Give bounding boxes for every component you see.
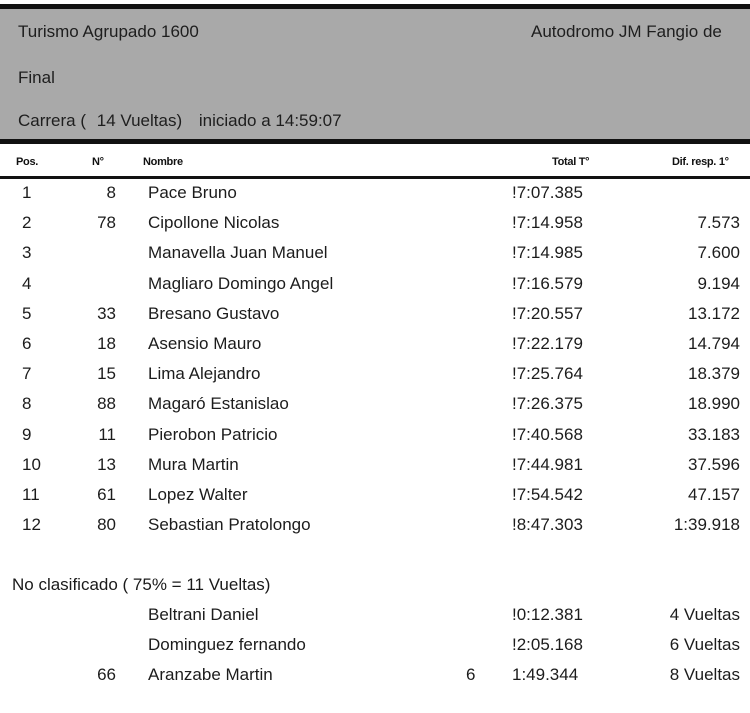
position-cell: 1 — [22, 183, 32, 202]
driver-name-cell: Magaró Estanislao — [148, 394, 289, 413]
not-classified-title: No clasificado ( 75% = 11 Vueltas) — [12, 575, 271, 594]
driver-name-cell: Asensio Mauro — [148, 334, 262, 353]
col-header-total: Total T° — [552, 156, 590, 168]
car-number-cell: 66 — [97, 665, 116, 684]
total-time-cell: !7:20.557 — [512, 304, 583, 323]
total-time-cell: !7:14.958 — [512, 213, 583, 232]
driver-name-cell: Dominguez fernando — [148, 635, 306, 654]
race-laps: 14 Vueltas) — [96, 111, 183, 130]
total-time-cell: !7:44.981 — [512, 455, 583, 474]
gap-cell: 7.600 — [697, 243, 740, 262]
gap-cell: 7.573 — [697, 213, 740, 232]
driver-name-cell: Lopez Walter — [148, 485, 248, 504]
col-header-name: Nombre — [143, 156, 183, 168]
category-title: Turismo Agrupado 1600 — [18, 22, 199, 41]
position-cell: 7 — [22, 364, 32, 383]
laps-behind-cell: 6 Vueltas — [669, 635, 740, 654]
car-number-cell: 78 — [97, 213, 116, 232]
position-cell: 5 — [22, 304, 32, 323]
total-time-cell: !2:05.168 — [512, 635, 583, 654]
laps-behind-cell: 4 Vueltas — [669, 605, 740, 624]
race-info — [18, 111, 342, 131]
session-stage: Final — [18, 68, 55, 87]
col-header-num: N° — [92, 156, 104, 168]
col-header-pos: Pos. — [16, 156, 39, 168]
gap-cell: 47.157 — [688, 485, 740, 504]
driver-name-cell: Cipollone Nicolas — [148, 213, 280, 232]
total-time-cell: 1:49.344 — [512, 665, 579, 684]
car-number-cell: 11 — [98, 425, 116, 444]
driver-name-cell: Pace Bruno — [148, 183, 237, 202]
car-number-cell: 18 — [97, 334, 116, 353]
car-number-cell: 33 — [97, 304, 116, 323]
car-number-cell: 88 — [97, 394, 116, 413]
gap-cell: 14.794 — [688, 334, 740, 353]
position-cell: 10 — [22, 455, 41, 474]
total-time-cell: !7:14.985 — [512, 243, 583, 262]
driver-name-cell: Mura Martin — [148, 455, 239, 474]
total-time-cell: !0:12.381 — [512, 605, 583, 624]
driver-name-cell: Lima Alejandro — [148, 364, 261, 383]
driver-name-cell: Beltrani Daniel — [148, 605, 259, 624]
driver-name-cell: Magliaro Domingo Angel — [148, 274, 334, 293]
gap-cell: 9.194 — [697, 274, 740, 293]
gap-cell: 18.990 — [688, 394, 740, 413]
position-cell: 11 — [22, 485, 40, 504]
race-start-time: iniciado a 14:59:07 — [198, 111, 342, 130]
driver-name-cell: Manavella Juan Manuel — [148, 243, 328, 262]
header-divider — [0, 176, 750, 179]
gap-cell: 13.172 — [688, 304, 740, 323]
car-number-cell: 15 — [97, 364, 116, 383]
car-number-cell: 80 — [97, 515, 116, 534]
car-number-cell: 8 — [106, 183, 116, 202]
gap-cell: 1:39.918 — [673, 515, 740, 534]
driver-name-cell: Pierobon Patricio — [148, 425, 278, 444]
position-cell: 12 — [22, 515, 41, 534]
gap-cell: 33.183 — [688, 425, 740, 444]
position-cell: 8 — [22, 394, 32, 413]
position-cell: 3 — [22, 243, 32, 262]
driver-name-cell: Aranzabe Martin — [148, 665, 273, 684]
laps-cell: 6 — [466, 665, 476, 684]
total-time-cell: !7:07.385 — [512, 183, 583, 202]
position-cell: 2 — [22, 213, 32, 232]
total-time-cell: !8:47.303 — [512, 515, 583, 534]
race-prefix: Carrera ( — [18, 111, 87, 130]
position-cell: 4 — [22, 274, 32, 293]
total-time-cell: !7:16.579 — [512, 274, 583, 293]
report-header — [0, 4, 750, 144]
car-number-cell: 61 — [97, 485, 116, 504]
total-time-cell: !7:26.375 — [512, 394, 583, 413]
position-cell: 6 — [22, 334, 32, 353]
total-time-cell: !7:54.542 — [512, 485, 583, 504]
driver-name-cell: Sebastian Pratolongo — [148, 515, 311, 534]
car-number-cell: 13 — [97, 455, 116, 474]
position-cell: 9 — [22, 425, 32, 444]
driver-name-cell: Bresano Gustavo — [148, 304, 280, 323]
venue-name: Autodromo JM Fangio de — [531, 22, 722, 41]
laps-behind-cell: 8 Vueltas — [669, 665, 740, 684]
total-time-cell: !7:22.179 — [512, 334, 583, 353]
total-time-cell: !7:40.568 — [512, 425, 583, 444]
col-header-diff: Dif. resp. 1° — [672, 156, 729, 168]
gap-cell: 18.379 — [688, 364, 740, 383]
gap-cell: 37.596 — [688, 455, 740, 474]
total-time-cell: !7:25.764 — [512, 364, 583, 383]
